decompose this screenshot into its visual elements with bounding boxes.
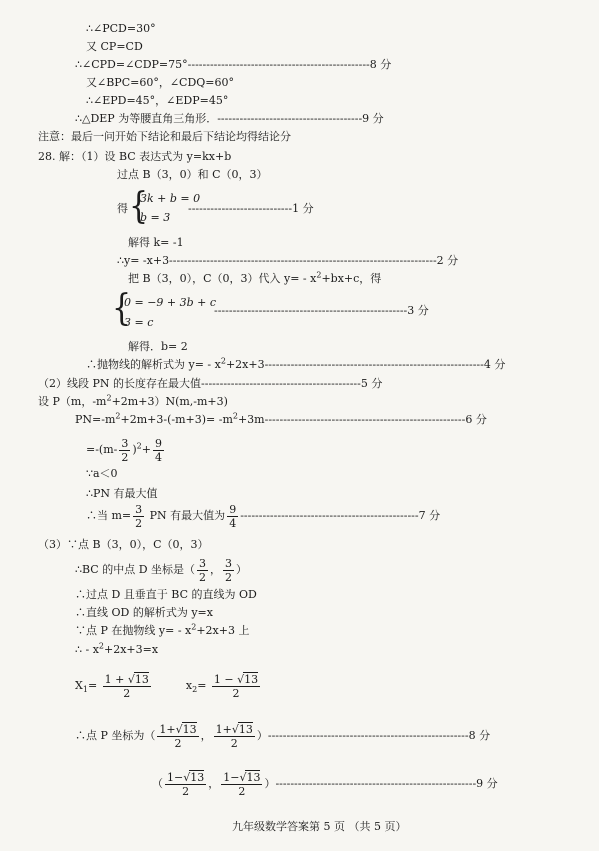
equation-b: +2x+3=x <box>104 643 159 656</box>
fraction-m-value: $\frac{3}{2}$ <box>135 502 143 530</box>
vertex-a: =-(m- <box>86 443 118 456</box>
pcoord2-b: ）------------------------------------------------------9 分 <box>264 777 498 790</box>
system1-eq2: b = 3 <box>140 211 171 224</box>
set-p-b: +2m+3）N(m,-m+3) <box>111 395 228 408</box>
line-perpendicular: ∴过点 D 且垂直于 BC 的直线为 OD <box>75 588 257 601</box>
when-m-b: PN 有最大值为 <box>149 509 226 522</box>
fraction-p2-y: $\frac{1-√13}{2}$ <box>223 771 261 798</box>
pn-b: +2m+3-(-m+3)= -m <box>120 413 233 426</box>
fraction-max-value: $\frac{9}{4}$ <box>229 502 237 530</box>
equation-a: ∴ - x <box>75 643 99 656</box>
x2-label: x <box>185 679 193 692</box>
line-parabola <box>86 358 505 372</box>
fraction-9-4: $\frac{9}{4}$ <box>154 436 162 464</box>
line-through-points: 过点 B（3，0）和 C（0，3） <box>117 168 268 181</box>
line-angle-epd: ∴∠EPD=45°，∠EDP=45° <box>86 94 229 107</box>
line-solve-b: 解得．b= 2 <box>128 340 188 353</box>
system1-brace: { <box>129 185 149 228</box>
fraction-root2: $\frac{1 - √13}{2}$ <box>213 673 259 700</box>
parabola-text-a: ∴抛物线的解析式为 y= - x <box>86 358 221 371</box>
p-on-a: ∵点 P 在抛物线 y= - x <box>75 624 192 637</box>
vertex-c: + <box>141 443 151 456</box>
line-p-coord-1 <box>75 720 490 752</box>
pcoord1-b: ）------------------------------------------------------8 分 <box>256 729 491 742</box>
part3-heading: （3）∵点 B（3，0），C（0，3） <box>38 538 209 551</box>
pcoord1-comma: ， <box>200 729 212 742</box>
midpoint-b: ， <box>210 563 222 576</box>
fraction-p2-x: $\frac{1-√13}{2}$ <box>167 771 205 798</box>
line-when-m <box>86 502 440 530</box>
line-angle-bpc: 又∠BPC=60°，∠CDQ=60° <box>86 76 235 89</box>
fraction-p1-x: $\frac{1+√13}{2}$ <box>159 723 197 750</box>
parabola-sup: 2 <box>220 356 226 366</box>
system1-score: ----------------------------1 分 <box>188 202 314 215</box>
substitute-text-a: 把 B（3，0），C（0，3）代入 y= - x <box>128 272 317 285</box>
midpoint-c: ） <box>236 563 248 576</box>
fraction-d-x: $\frac{3}{2}$ <box>199 556 207 584</box>
pn-sup2: 2 <box>232 411 238 421</box>
x2-eq: = <box>197 679 207 692</box>
line-p-on-parabola <box>75 624 249 638</box>
line-roots <box>75 670 262 702</box>
line-angle-cpd: ∴∠CPD=∠CDP=75°-------------------------------------------------8 分 <box>75 58 392 71</box>
pcoord2-a: （ <box>152 777 163 790</box>
line-midpoint-d <box>75 556 247 584</box>
fraction-p1-y: $\frac{1+√13}{2}$ <box>215 723 253 750</box>
when-m-c: ------------------------------------------------7 分 <box>240 509 441 522</box>
line-equation <box>75 643 158 657</box>
line-pn-length <box>75 413 487 427</box>
note-line: 注意：最后一问开始下结论和最后下结论均得结论分 <box>38 130 291 143</box>
system1-prefix: 得 <box>117 202 128 215</box>
line-substitute <box>128 272 381 286</box>
equation-sup: 2 <box>98 641 105 651</box>
line-cp-cd: 又 CP=CD <box>86 40 143 53</box>
vertex-b: ) <box>132 443 137 456</box>
system2-score: ----------------------------------------------------3 分 <box>214 304 429 317</box>
pcoord2-comma: ， <box>208 777 220 790</box>
set-p-a: 设 P（m，-m <box>38 395 107 408</box>
line-set-p <box>38 395 228 409</box>
set-p-sup: 2 <box>106 393 112 403</box>
fraction-root1: $\frac{1 + √13}{2}$ <box>104 673 149 700</box>
line-od-expression: ∴直线 OD 的解析式为 y=x <box>75 606 213 619</box>
line-triangle-dep: ∴△DEP 为等腰直角三角形．---------------------------------------9 分 <box>75 112 384 125</box>
pn-c: +3m------------------------------------------------------6 分 <box>237 413 487 426</box>
line-pn-vertex-form <box>86 436 166 464</box>
page-footer: 九年级数学答案第 5 页 （共 5 页） <box>232 820 407 833</box>
fraction-3-2: $\frac{3}{2}$ <box>121 436 129 464</box>
fraction-d-y: $\frac{3}{2}$ <box>225 556 233 584</box>
system2-eq2: 3 = c <box>124 316 154 329</box>
system1-eq1: 3k + b = 0 <box>140 192 201 205</box>
x2-sub: 2 <box>192 685 198 695</box>
line-p-coord-2 <box>152 768 498 800</box>
vertex-sup: 2 <box>136 441 142 451</box>
when-m-a: ∴当 m= <box>86 509 132 522</box>
pn-a: PN=-m <box>75 413 116 426</box>
line-angle-pcd: ∴∠PCD=30° <box>86 22 156 35</box>
substitute-sup: 2 <box>316 270 322 280</box>
line-pn-has-max: ∴PN 有最大值 <box>86 487 158 500</box>
pn-sup1: 2 <box>115 411 121 421</box>
q28-heading: 28. 解：（1）设 BC 表达式为 y=kx+b <box>38 150 232 163</box>
part2-heading: （2）线段 PN 的长度存在最大值-------------------------------------------5 分 <box>38 377 383 390</box>
p-on-sup: 2 <box>191 622 197 632</box>
line-bc-expression: ∴y= -x+3------------------------------------------------------------------------2 分 <box>117 254 459 267</box>
line-a-negative: ∵a＜0 <box>86 467 118 480</box>
x1-eq: = <box>87 679 98 692</box>
line-solve-k: 解得 k= -1 <box>128 236 184 249</box>
pcoord1-a: ∴点 P 坐标为（ <box>75 729 156 742</box>
x1-label: X <box>75 679 83 692</box>
p-on-b: +2x+3 上 <box>196 624 250 637</box>
system2-brace: { <box>112 287 132 330</box>
system2-eq1: 0 = −9 + 3b + c <box>124 296 217 309</box>
substitute-text-b: +bx+c，得 <box>321 272 382 285</box>
midpoint-a: ∴BC 的中点 D 坐标是（ <box>75 563 196 576</box>
parabola-text-b: +2x+3-----------------------------------------------------------4 分 <box>225 358 506 371</box>
x1-sub: 1 <box>82 685 88 695</box>
